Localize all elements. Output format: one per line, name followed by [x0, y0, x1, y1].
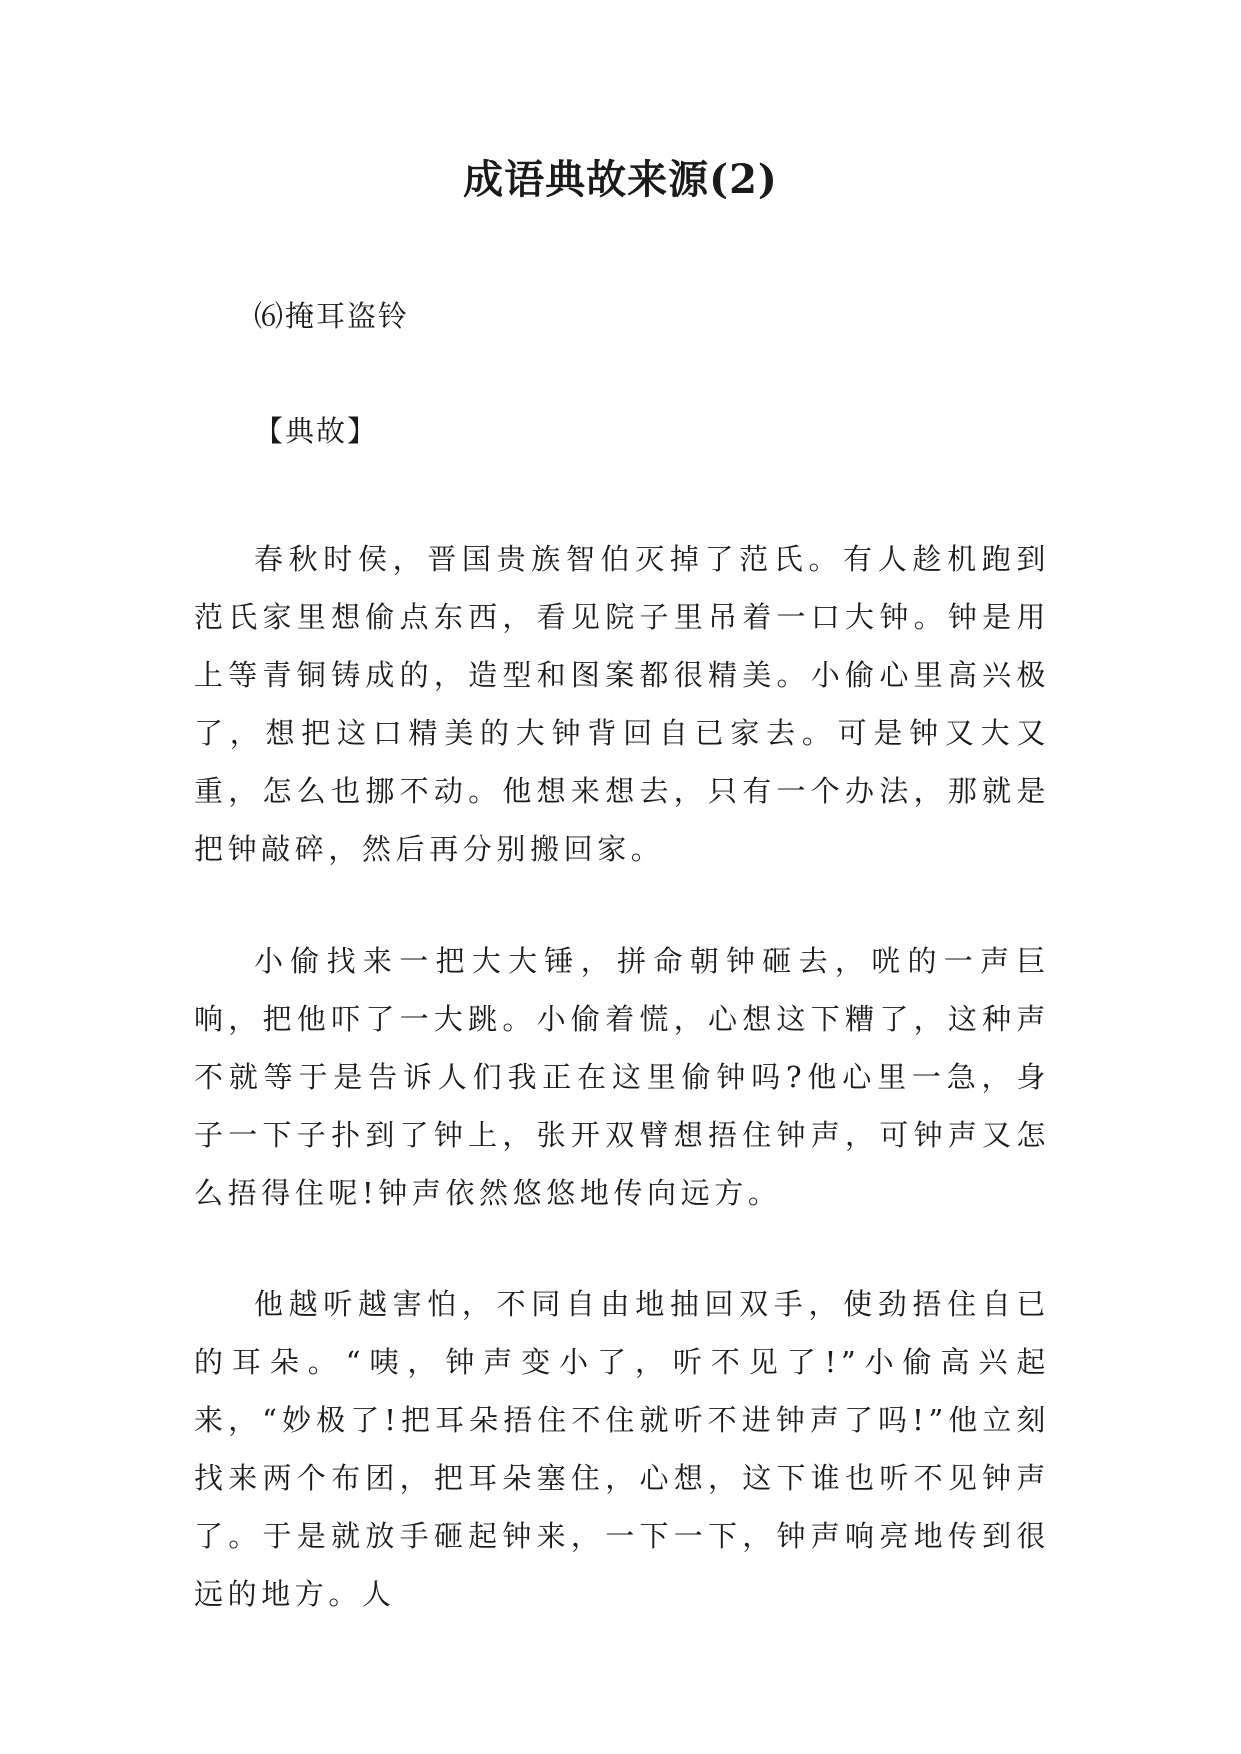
idiom-heading: ⑹掩耳盗铃: [254, 299, 410, 333]
body-paragraph-1: 春秋时侯，晋国贵族智伯灭掉了范氏。有人趁机跑到范氏家里想偷点东西，看见院子里吊着一口大钟。钟是用上等青铜铸成的，造型和图案都很精美。小偷心里高兴极了，想把这口精美的大钟背回自已家去。可是钟又大又重，怎么也挪不动。他想来想去，只有一个办法，那就是把钟敲碎，然后再分别搬回家。: [194, 542, 1050, 866]
section-label: 【典故】: [254, 414, 379, 448]
document-title: 成语典故来源(2): [463, 156, 778, 203]
body-paragraph-3: 他越听越害怕，不同自由地抽回双手，使劲捂住自已的耳朵。“咦，钟声变小了，听不见了!”小偷高兴起来，“妙极了!把耳朵捂住不住就听不进钟声了吗!”他立刻找来两个布团，把耳朵塞住，心想，这下谁也听不见钟声了。于是就放手砸起钟来，一下一下，钟声响亮地传到很远的地方。人: [194, 1287, 1050, 1611]
body-paragraph-2: 小偷找来一把大大锤，拼命朝钟砸去，咣的一声巨响，把他吓了一大跳。小偷着慌，心想这下糟了，这种声不就等于是告诉人们我正在这里偷钟吗?他心里一急，身子一下子扑到了钟上，张开双臂想捂住钟声，可钟声又怎么捂得住呢!钟声依然悠悠地传向远方。: [194, 944, 1050, 1210]
